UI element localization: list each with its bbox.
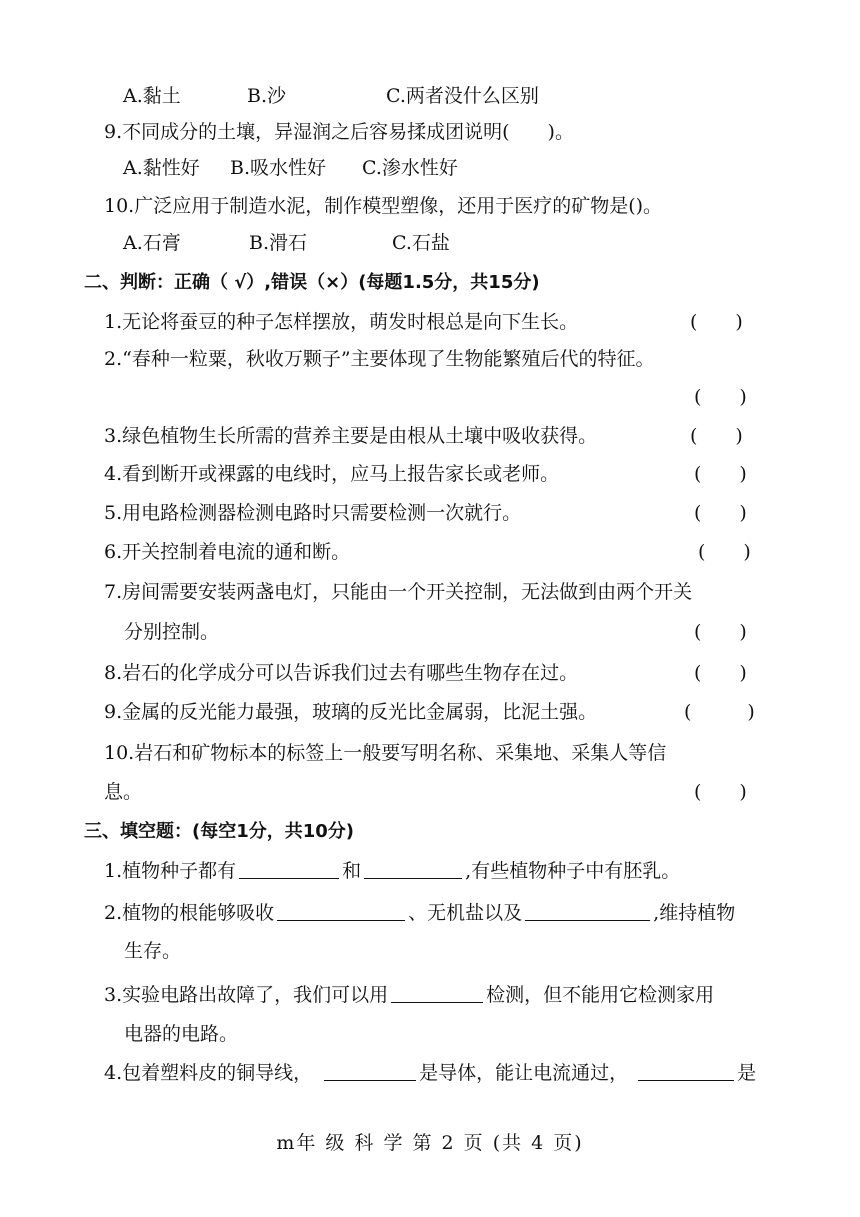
fill-q2-part1: 2.植物的根能够吸收 [104,902,275,924]
fill-q3-part1: 3.实验电路出故障了，我们可以用 [104,984,389,1006]
q9-option-a: A.黏性好 [123,157,200,179]
tf-answer-1[interactable]: ( ) [690,311,743,333]
tf-item-10-cont: 息。 [104,781,143,803]
tf-answer-9[interactable]: ( ) [684,701,761,723]
fill-q1-part1: 1.植物种子都有 [104,860,237,882]
tf-answer-2[interactable]: ( ) [694,386,747,408]
q8-option-b: B.沙 [247,85,287,107]
tf-item-3: 3.绿色植物生长所需的营养主要是由根从土壤中吸收获得。 [104,425,598,447]
section2-heading: 二、判断：正确（ √）,错误（×）(每题1.5分，共15分) [84,272,540,293]
tf-answer-7[interactable]: ( ) [694,621,747,643]
tf-item-5: 5.用电路检测器检测电路时只需要检测一次就行。 [104,502,522,524]
fill-q2-part3: ,维持植物 [653,902,736,924]
tf-answer-5[interactable]: ( ) [694,502,747,524]
tf-item-7-cont: 分别控制。 [124,621,220,643]
fill-q1 [104,858,680,884]
tf-item-10: 10.岩石和矿物标本的标签上一般要写明名称、采集地、采集人等信 [104,742,667,764]
q10-option-c: C.石盐 [392,232,450,254]
fill-q2-cont: 生存。 [124,940,182,962]
fill-q3-part2: 检测，但不能用它检测家用 [486,984,715,1006]
tf-item-9: 9.金属的反光能力最强，玻璃的反光比金属弱，比泥土强。 [104,701,598,723]
fill-q4-part3: 是 [737,1062,757,1084]
fill-q3-blank-1[interactable] [391,982,483,1003]
tf-item-8: 8.岩石的化学成分可以告诉我们过去有哪些生物存在过。 [104,662,579,684]
fill-q1-part2: 和 [342,860,362,882]
fill-q3-cont: 电器的电路。 [124,1023,239,1045]
q8-option-c: C.两者没什么区别 [386,85,539,107]
fill-q2-part2: 、无机盐以及 [408,902,523,924]
section3-heading: 三、填空题：(每空1分，共10分) [84,821,355,842]
q9-text: 9.不同成分的土壤，异湿润之后容易揉成团说明( )。 [104,121,574,143]
q10-text: 10.广泛应用于制造水泥，制作模型塑像，还用于医疗的矿物是()。 [104,195,663,217]
q9-option-c: C.渗水性好 [362,157,458,179]
fill-q2-blank-1[interactable] [277,900,405,921]
fill-q4-blank-1[interactable] [324,1060,416,1081]
fill-q1-blank-1[interactable] [239,858,339,879]
page-footer: m年 级 科 学 第 2 页 (共 4 页) [276,1132,584,1154]
tf-item-2: 2.“春种一粒粟，秋收万颗子”主要体现了生物能繁殖后代的特征。 [104,348,655,370]
q9-option-b: B.吸水性好 [230,157,327,179]
fill-q1-blank-2[interactable] [364,858,462,879]
tf-answer-6[interactable]: ( ) [698,541,751,563]
tf-answer-8[interactable]: ( ) [694,662,747,684]
fill-q4-part2: 是导体，能让电流通过， [419,1062,629,1084]
q8-option-a: A.黏土 [123,85,181,107]
fill-q1-part3: ,有些植物种子中有胚乳。 [465,860,681,882]
fill-q4-part1: 4.包着塑料皮的铜导线， [104,1062,313,1084]
tf-item-1: 1.无论将蚕豆的种子怎样摆放，萌发时根总是向下生长。 [104,311,579,333]
tf-answer-10[interactable]: ( ) [694,781,747,803]
fill-q3 [104,982,714,1008]
fill-q2 [104,900,735,926]
tf-item-7: 7.房间需要安装两盏电灯，只能由一个开关控制，无法做到由两个开关 [104,581,693,603]
q10-option-a: A.石膏 [123,232,181,254]
tf-answer-3[interactable]: ( ) [690,425,743,447]
fill-q4-blank-2[interactable] [638,1060,734,1081]
tf-answer-4[interactable]: ( ) [694,463,747,485]
tf-item-4: 4.看到断开或裸露的电线时，应马上报告家长或老师。 [104,463,560,485]
fill-q4 [104,1060,756,1086]
tf-item-6: 6.开关控制着电流的通和断。 [104,541,351,563]
fill-q2-blank-2[interactable] [525,900,650,921]
q10-option-b: B.滑石 [249,232,308,254]
